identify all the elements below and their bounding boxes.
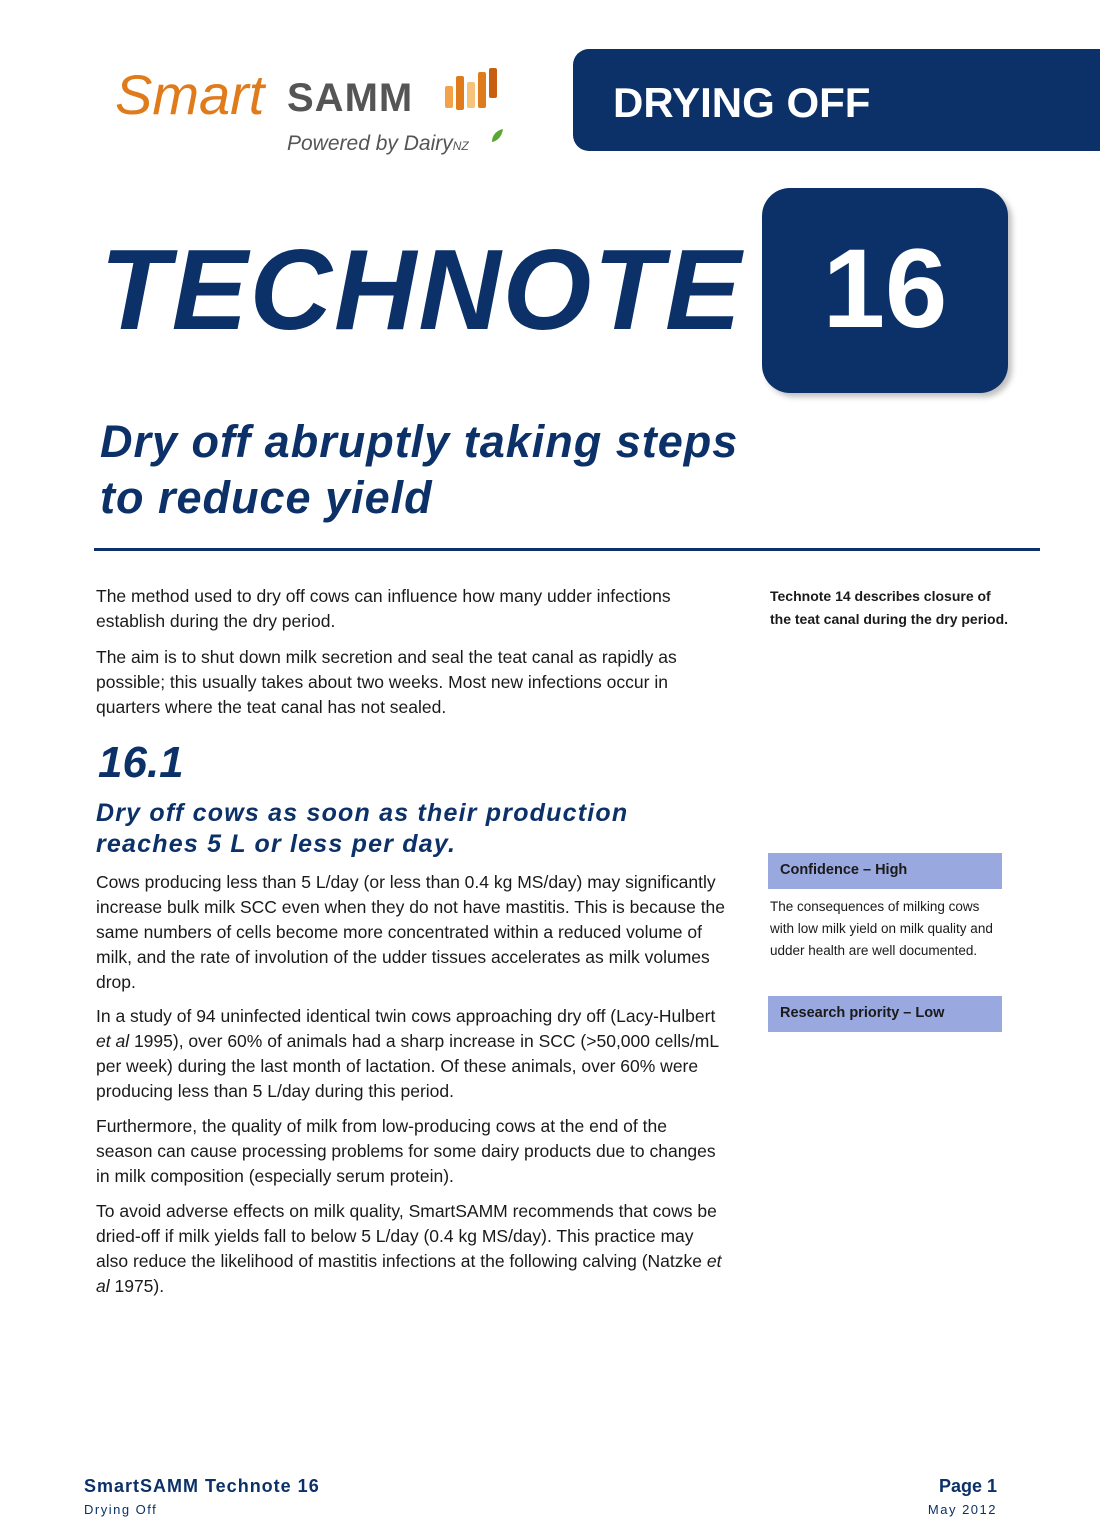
logo-nz-text: NZ — [452, 139, 469, 153]
logo-bar-4 — [478, 72, 486, 108]
section-banner — [573, 49, 1100, 151]
footer-doc-section: Drying Off — [84, 1502, 158, 1517]
technote-number: 16 — [822, 226, 948, 351]
sidebar-note: Technote 14 describes closure of the teat canal during the dry period. — [770, 588, 1009, 627]
p4-text-b: 1975). — [109, 1276, 165, 1296]
p4-et-al: et al — [96, 1251, 722, 1296]
section-paragraph-2 — [96, 1004, 726, 1104]
logo-bar-3 — [467, 82, 475, 108]
research-priority-badge — [768, 996, 1002, 1032]
logo-powered-text: Powered by Dairy — [287, 132, 453, 155]
footer-date: May 2012 — [927, 1502, 997, 1517]
confidence-label: Confidence – High — [780, 862, 908, 878]
smartsamm-logo — [115, 62, 515, 162]
subtitle-line-2: to reduce yield — [100, 472, 433, 523]
technote-title: TECHNOTE — [100, 227, 743, 354]
section-title-line-1: Dry off cows as soon as their production — [96, 799, 629, 827]
section-paragraph-3: Furthermore, the quality of milk from low-producing cows at the end of the season can cause processing problems for some dairy products due to changes in milk composition (especially serum protein). — [96, 1116, 716, 1186]
title-divider — [94, 548, 1040, 551]
footer-page-number: Page 1 — [938, 1476, 997, 1496]
logo-samm-text: SAMM — [287, 76, 414, 120]
section-paragraph-1: Cows producing less than 5 L/day (or less than 0.4 kg MS/day) may significantly increase bulk milk SCC even when they do not have mastitis. This is because the same numbers of cells become more concentrated within a reduced volume of milk, and the rate of involution of the udder tissues accelerates as milk volumes drop. — [96, 872, 726, 992]
p4-text-a: To avoid adverse effects on milk quality, SmartSAMM recommends that cows be dried-off if milk yields fall to below 5 L/day (0.4 kg MS/day). This practice may also reduce the likelihood of mastitis infections at the following calving (Natzke — [96, 1201, 717, 1271]
logo-bars-icon — [445, 68, 505, 112]
logo-smart-text: Smart — [115, 63, 265, 126]
technote-subtitle — [100, 414, 920, 526]
confidence-badge — [768, 853, 1002, 889]
footer-doc-title: SmartSAMM Technote 16 — [84, 1476, 320, 1496]
research-priority-label: Research priority – Low — [780, 1005, 945, 1021]
confidence-text: The consequences of milking cows with low milk yield on milk quality and udder health are well documented. — [770, 899, 993, 958]
p2-text-b: 1995), over 60% of animals had a sharp increase in SCC (>50,000 cells/mL per week) during the last month of lactation. Of these animals, over 60% were producing less than 5 L/day during this period. — [96, 1031, 719, 1101]
logo-bar-1 — [445, 86, 453, 108]
intro-paragraph-1: The method used to dry off cows can influence how many udder infections establish during the dry period. — [96, 586, 671, 631]
logo-bar-2 — [456, 76, 464, 110]
p2-et-al: et al — [96, 1031, 130, 1051]
subtitle-line-1: Dry off abruptly taking steps — [100, 416, 739, 467]
section-paragraph-4 — [96, 1199, 726, 1299]
technote-number-box — [762, 188, 1008, 393]
section-number: 16.1 — [98, 738, 184, 787]
banner-title: DRYING OFF — [613, 79, 871, 126]
section-title — [96, 798, 736, 860]
section-title-line-2: reaches 5 L or less per day. — [96, 830, 457, 858]
intro-paragraph-2: The aim is to shut down milk secretion and seal the teat canal as rapidly as possible; this usually takes about two weeks. Most new infections occur in quarters where the teat canal has not sealed. — [96, 647, 677, 717]
p2-text-a: In a study of 94 uninfected identical twin cows approaching dry off (Lacy-Hulbert — [96, 1006, 716, 1026]
dairynz-leaf-icon — [490, 128, 504, 144]
logo-powered-by — [287, 132, 469, 156]
logo-bar-5 — [489, 68, 497, 98]
